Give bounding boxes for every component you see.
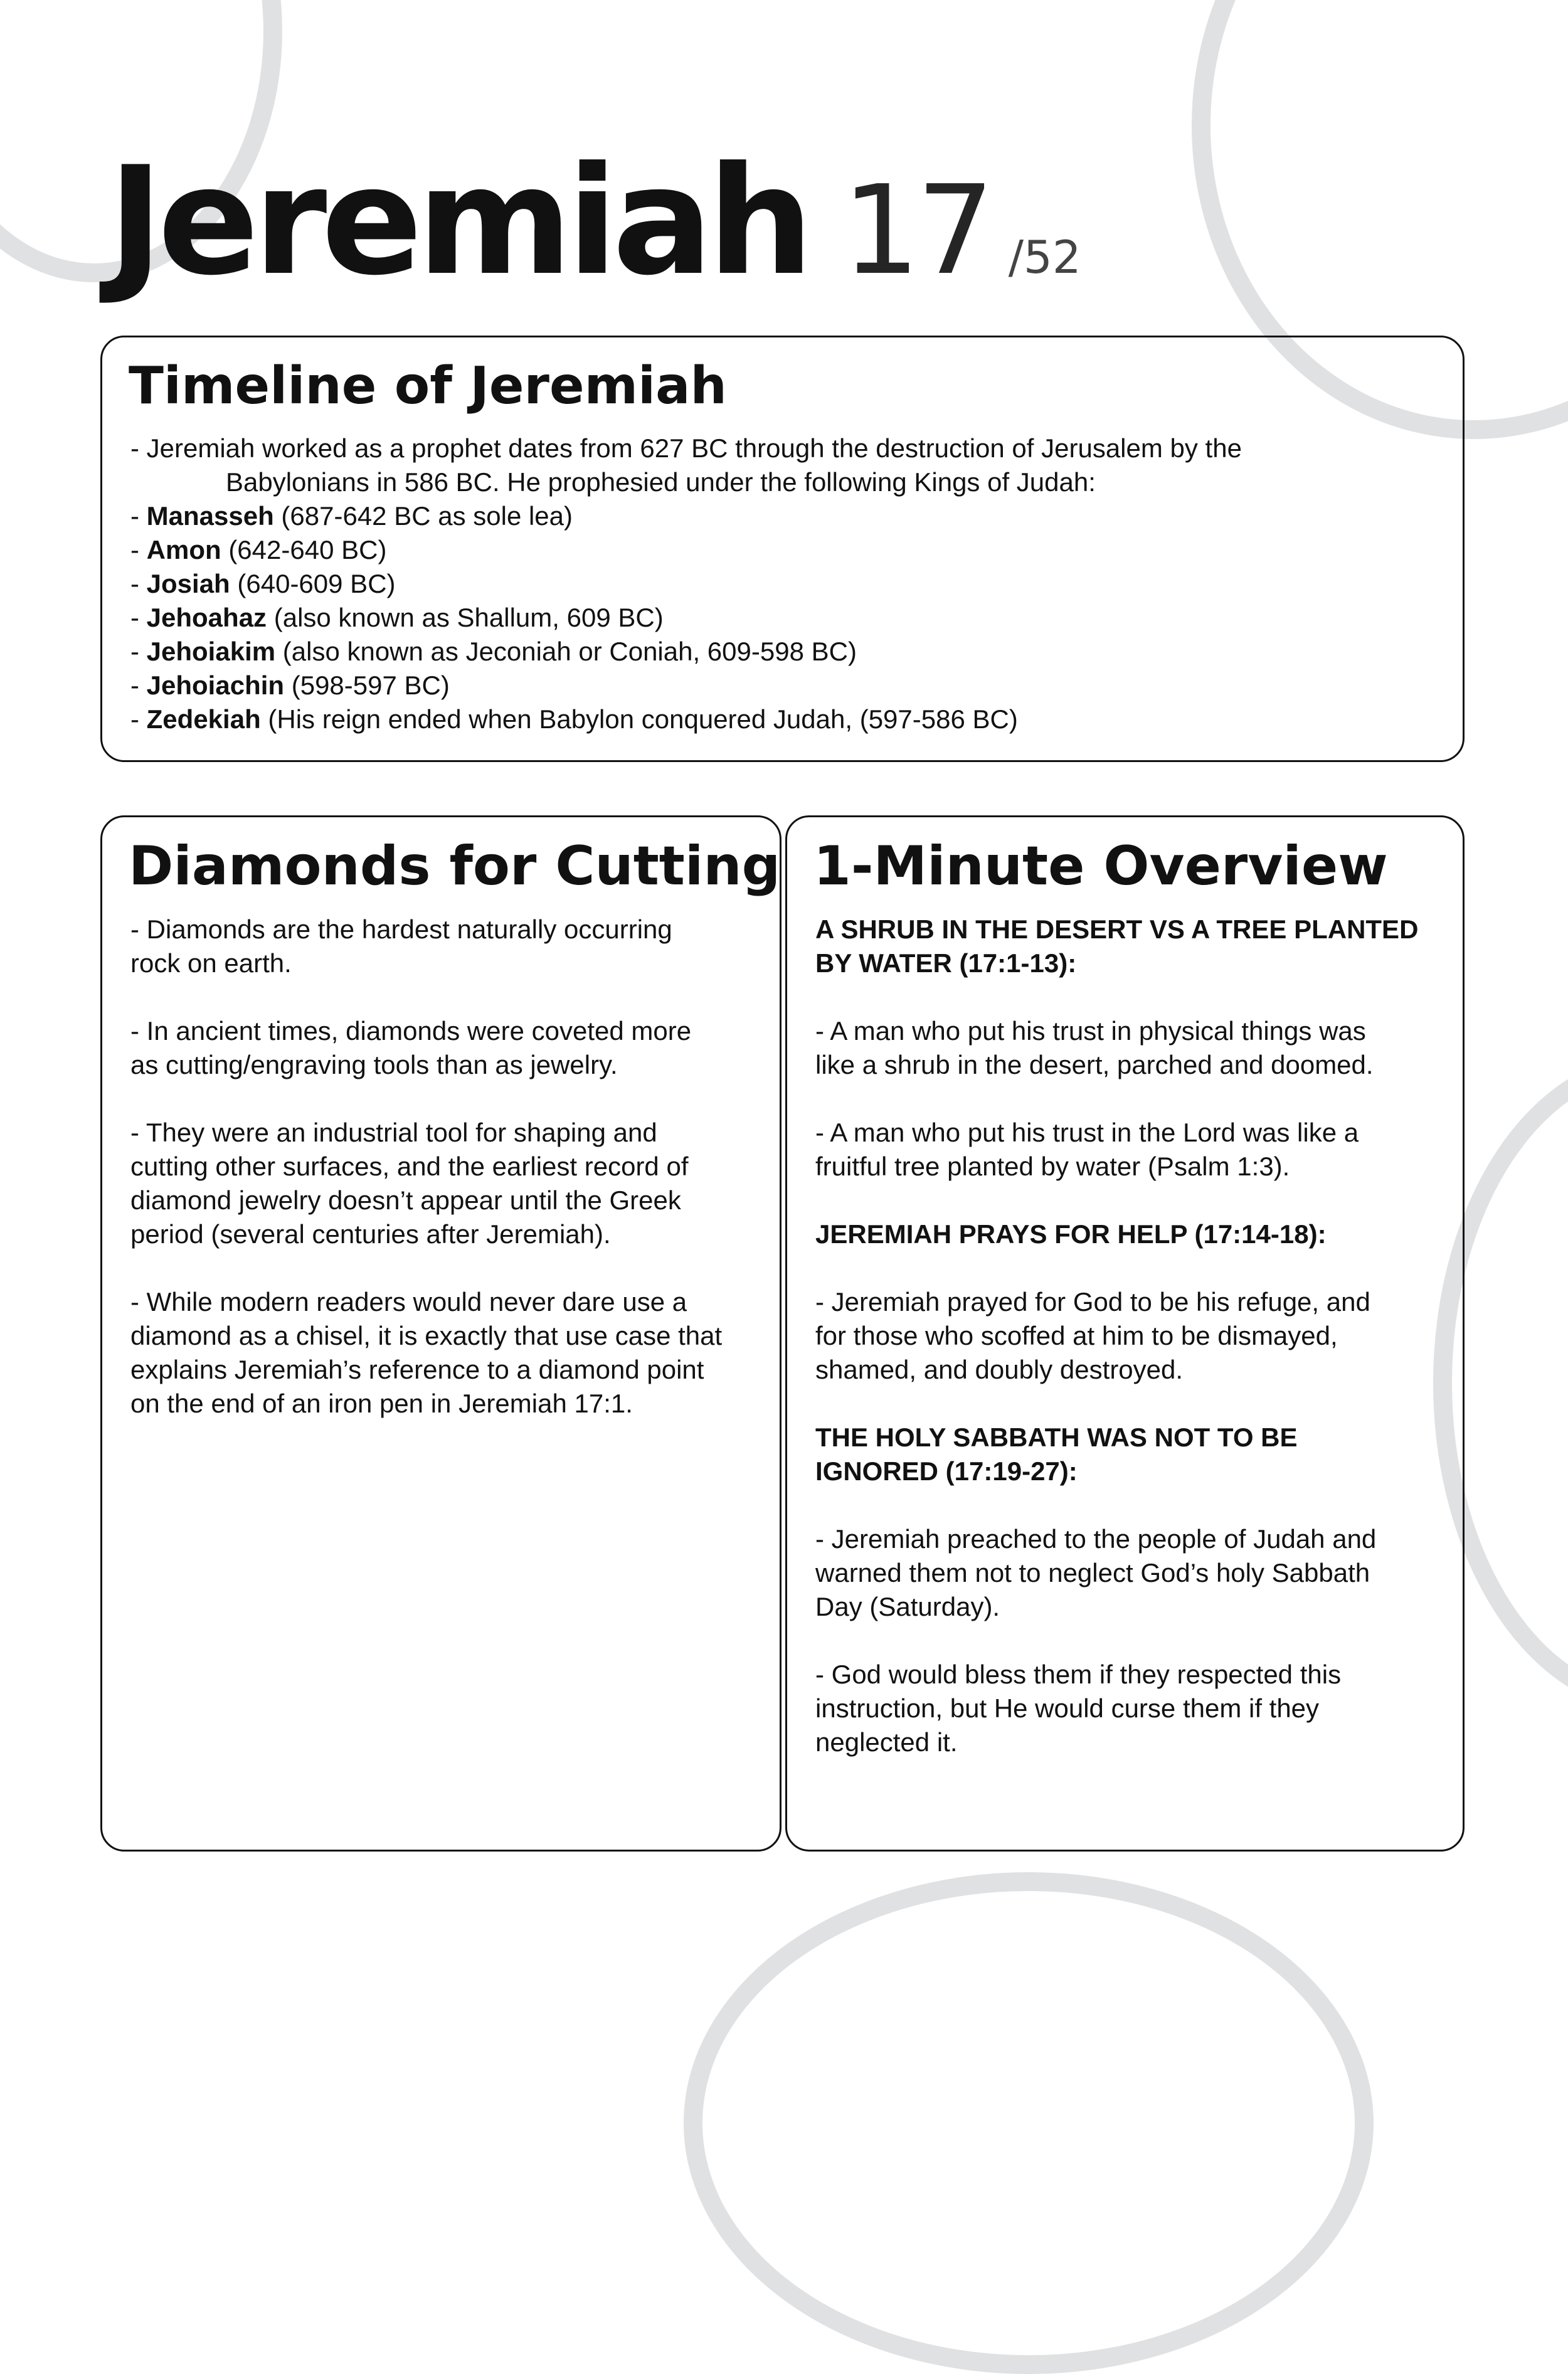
heading-line: BY WATER (17:1-13): (815, 948, 1077, 978)
text-line: as cutting/engraving tools than as jewelry. (130, 1050, 618, 1079)
chapter-total: /52 (1008, 231, 1081, 284)
diamonds-title: Diamonds for Cutting (129, 835, 781, 898)
king-name: Zedekiah (146, 704, 261, 734)
overview-section-heading (815, 1217, 1449, 1251)
timeline-body (130, 432, 1448, 736)
kings-list (130, 499, 1448, 736)
king-item: - Zedekiah (His reign ended when Babylon conquered Judah, (597-586 BC) (130, 704, 1018, 734)
heading-line: JEREMIAH PRAYS FOR HELP (17:14-18): (815, 1219, 1327, 1249)
text-line: - Jeremiah prayed for God to be his refuge, and (815, 1287, 1370, 1317)
overview-body (815, 913, 1449, 1793)
diamonds-body (130, 913, 764, 1455)
overview-paragraph (815, 1285, 1449, 1387)
timeline-panel (100, 336, 1465, 762)
text-line: for those who scoffed at him to be dismayed, (815, 1321, 1338, 1350)
text-line: shamed, and doubly destroyed. (815, 1355, 1184, 1384)
text-line: warned them not to neglect God’s holy Sabbath (815, 1558, 1370, 1587)
overview-paragraph (815, 1014, 1449, 1082)
diamonds-panel (100, 815, 781, 1852)
text-line: - Diamonds are the hardest naturally occurring (130, 914, 672, 944)
text-line: instruction, but He would curse them if they (815, 1693, 1320, 1723)
overview-paragraph (815, 1522, 1449, 1624)
decorative-circle-bottom (684, 1872, 1374, 2374)
overview-paragraph (815, 1658, 1449, 1759)
diamonds-paragraph (130, 913, 764, 980)
king-detail: (also known as Jeconiah or Coniah, 609-598 BC) (275, 637, 857, 666)
king-item: - Jehoiakim (also known as Jeconiah or Coniah, 609-598 BC) (130, 637, 857, 666)
text-line: - A man who put his trust in the Lord was like a (815, 1118, 1359, 1147)
timeline-title: Timeline of Jeremiah (129, 356, 727, 416)
text-line: on the end of an iron pen in Jeremiah 17:1. (130, 1389, 633, 1418)
king-name: Jehoahaz (146, 603, 267, 632)
king-detail: (642-640 BC) (221, 535, 387, 564)
king-detail: (also known as Shallum, 609 BC) (267, 603, 664, 632)
timeline-intro-line: - Jeremiah worked as a prophet dates from 627 BC through the destruction of Jerusalem by the (130, 433, 1242, 463)
overview-section-heading (815, 913, 1449, 980)
overview-panel (785, 815, 1465, 1852)
king-item: - Jehoahaz (also known as Shallum, 609 BC) (130, 603, 664, 632)
text-line: - God would bless them if they respected this (815, 1660, 1342, 1689)
overview-paragraph (815, 1116, 1449, 1184)
text-line: period (several centuries after Jeremiah). (130, 1219, 611, 1249)
text-line: fruitful tree planted by water (Psalm 1:3). (815, 1152, 1290, 1181)
king-name: Josiah (146, 569, 230, 598)
text-line: - A man who put his trust in physical things was (815, 1016, 1366, 1046)
text-line: diamond as a chisel, it is exactly that use case that (130, 1321, 723, 1350)
text-line: cutting other surfaces, and the earliest record of (130, 1152, 689, 1181)
diamonds-paragraph (130, 1285, 764, 1421)
text-line: neglected it. (815, 1727, 958, 1757)
timeline-intro-line: Babylonians in 586 BC. He prophesied under the following Kings of Judah: (226, 467, 1096, 497)
text-line: - While modern readers would never dare use a (130, 1287, 687, 1317)
king-detail: (640-609 BC) (230, 569, 396, 598)
page-title (108, 135, 1081, 309)
king-item: - Manasseh (687-642 BC as sole lea) (130, 501, 573, 531)
diamonds-paragraph (130, 1014, 764, 1082)
text-line: like a shrub in the desert, parched and doomed. (815, 1050, 1374, 1079)
king-name: Manasseh (146, 501, 274, 531)
book-name: Jeremiah (108, 135, 808, 309)
text-line: rock on earth. (130, 948, 292, 978)
diamonds-paragraph (130, 1116, 764, 1251)
overview-section-heading (815, 1421, 1449, 1488)
king-detail: (598-597 BC) (284, 670, 450, 700)
overview-title: 1-Minute Overview (813, 835, 1388, 898)
chapter-number: 17 (842, 159, 991, 302)
king-item: - Amon (642-640 BC) (130, 535, 387, 564)
heading-line: A SHRUB IN THE DESERT VS A TREE PLANTED (815, 914, 1419, 944)
text-line: - In ancient times, diamonds were coveted more (130, 1016, 692, 1046)
king-name: Amon (146, 535, 221, 564)
king-name: Jehoiakim (146, 637, 276, 666)
text-line: Day (Saturday). (815, 1592, 1000, 1621)
king-detail: (687-642 BC as sole lea) (273, 501, 573, 531)
text-line: diamond jewelry doesn’t appear until the Greek (130, 1185, 681, 1215)
king-item: - Josiah (640-609 BC) (130, 569, 396, 598)
king-detail: (His reign ended when Babylon conquered Judah, (597-586 BC) (260, 704, 1018, 734)
text-line: - They were an industrial tool for shaping and (130, 1118, 657, 1147)
king-name: Jehoiachin (146, 670, 285, 700)
heading-line: THE HOLY SABBATH WAS NOT TO BE (815, 1423, 1298, 1452)
king-item: - Jehoiachin (598-597 BC) (130, 670, 450, 700)
text-line: explains Jeremiah’s reference to a diamond point (130, 1355, 704, 1384)
text-line: - Jeremiah preached to the people of Judah and (815, 1524, 1377, 1554)
heading-line: IGNORED (17:19-27): (815, 1456, 1078, 1486)
